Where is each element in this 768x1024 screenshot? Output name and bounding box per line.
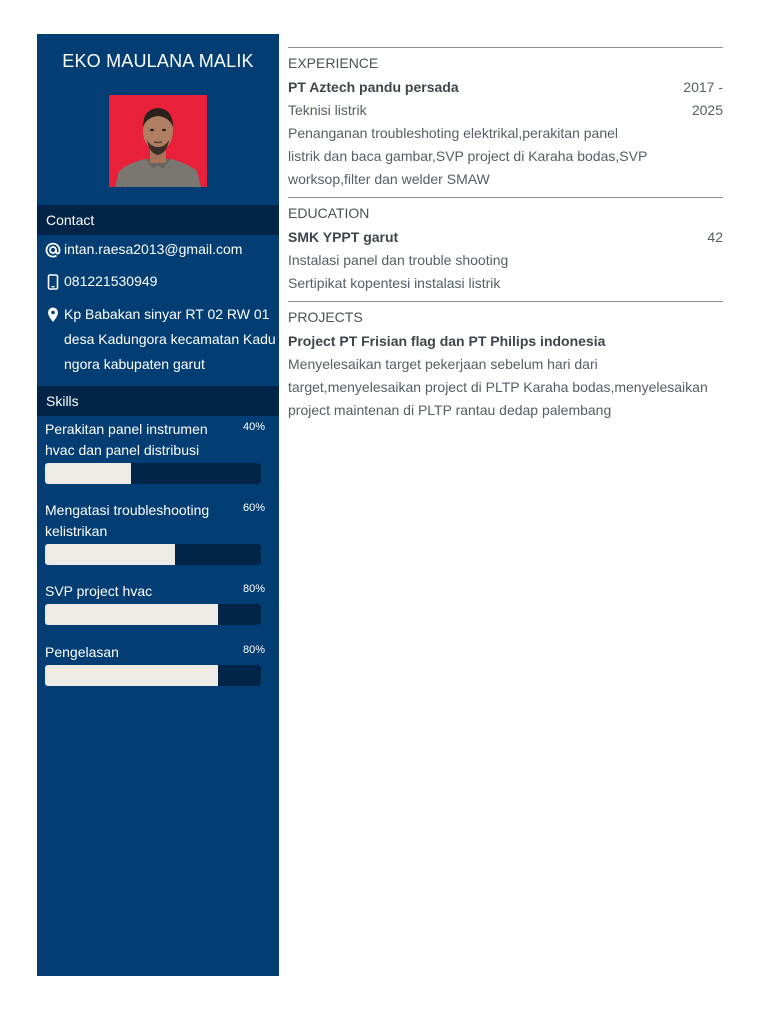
skill-item [45, 581, 271, 625]
section-divider [288, 197, 723, 198]
education-value: 42 [707, 229, 723, 245]
skill-label: Perakitan panel instrumen hvac dan panel distribusi [45, 421, 208, 458]
at-icon [44, 237, 62, 262]
skill-progress-fill [45, 604, 218, 625]
contact-email[interactable]: intan.raesa2013@gmail.com [64, 241, 243, 257]
map-pin-icon [44, 302, 62, 327]
contact-email-row [44, 237, 279, 262]
project-description: Menyelesaikan target pekerjaan sebelum hari dari target,menyelesaikan project di PLTP Karaha bodas,menyelesaikan project maintenan di PLTP rantau dedap palembang [288, 356, 708, 418]
mobile-phone-icon [44, 269, 62, 294]
profile-photo [109, 95, 207, 187]
skill-percent: 60% [242, 502, 265, 514]
skill-progress-fill [45, 665, 218, 686]
skill-label: Mengatasi troubleshooting kelistrikan [45, 502, 210, 539]
skill-progress-fill [45, 544, 175, 565]
experience-role-row [288, 99, 723, 122]
education-heading: EDUCATION [288, 205, 370, 221]
skill-progress-track [45, 463, 261, 484]
section-divider [288, 47, 723, 48]
profile-photo-image [109, 95, 207, 187]
project-title: Project PT Frisian flag dan PT Philips indonesia [288, 333, 606, 349]
contact-heading: Contact [37, 205, 279, 235]
sidebar [37, 34, 279, 976]
skill-label: Pengelasan [45, 644, 119, 660]
skill-percent: 40% [242, 421, 265, 433]
education-school: SMK YPPT garut [288, 229, 399, 245]
contact-phone[interactable]: 081221530949 [64, 273, 158, 289]
education-school-row [288, 226, 723, 249]
experience-heading: EXPERIENCE [288, 55, 379, 71]
skill-progress-track [45, 604, 261, 625]
contact-address: Kp Babakan sinyar RT 02 RW 01 desa Kadungora kecamatan Kadungora kabupaten garut [64, 306, 276, 372]
skill-percent: 80% [242, 644, 265, 656]
skill-item [45, 419, 271, 484]
contact-address-row [44, 302, 279, 377]
skill-progress-track [45, 665, 261, 686]
skill-item [45, 500, 271, 565]
education-line-2: Sertipikat kopentesi instalasi listrik [288, 275, 501, 291]
experience-year-end: 2025 [691, 102, 723, 118]
projects-heading: PROJECTS [288, 309, 363, 325]
section-divider [288, 301, 723, 302]
experience-year-start: 2017 - [683, 79, 723, 95]
skill-percent: 80% [242, 583, 265, 595]
experience-role: Teknisi listrik [288, 102, 367, 118]
project-title-row [288, 330, 723, 353]
skill-progress-fill [45, 463, 131, 484]
skill-item [45, 642, 271, 686]
main-content [288, 47, 723, 422]
contact-phone-row [44, 269, 279, 294]
skills-heading: Skills [37, 386, 279, 416]
education-line-1: Instalasi panel dan trouble shooting [288, 252, 509, 268]
skill-progress-track [45, 544, 261, 565]
profile-name: EKO MAULANA MALIK [62, 51, 254, 71]
experience-company: PT Aztech pandu persada [288, 79, 459, 95]
experience-description: Penanganan troubleshoting elektrikal,perakitan panel listrik dan baca gambar,SVP project di Karaha bodas,SVP worksop,filter dan welder SMAW [288, 125, 648, 187]
experience-company-row [288, 76, 723, 99]
skill-label: SVP project hvac [45, 583, 153, 599]
